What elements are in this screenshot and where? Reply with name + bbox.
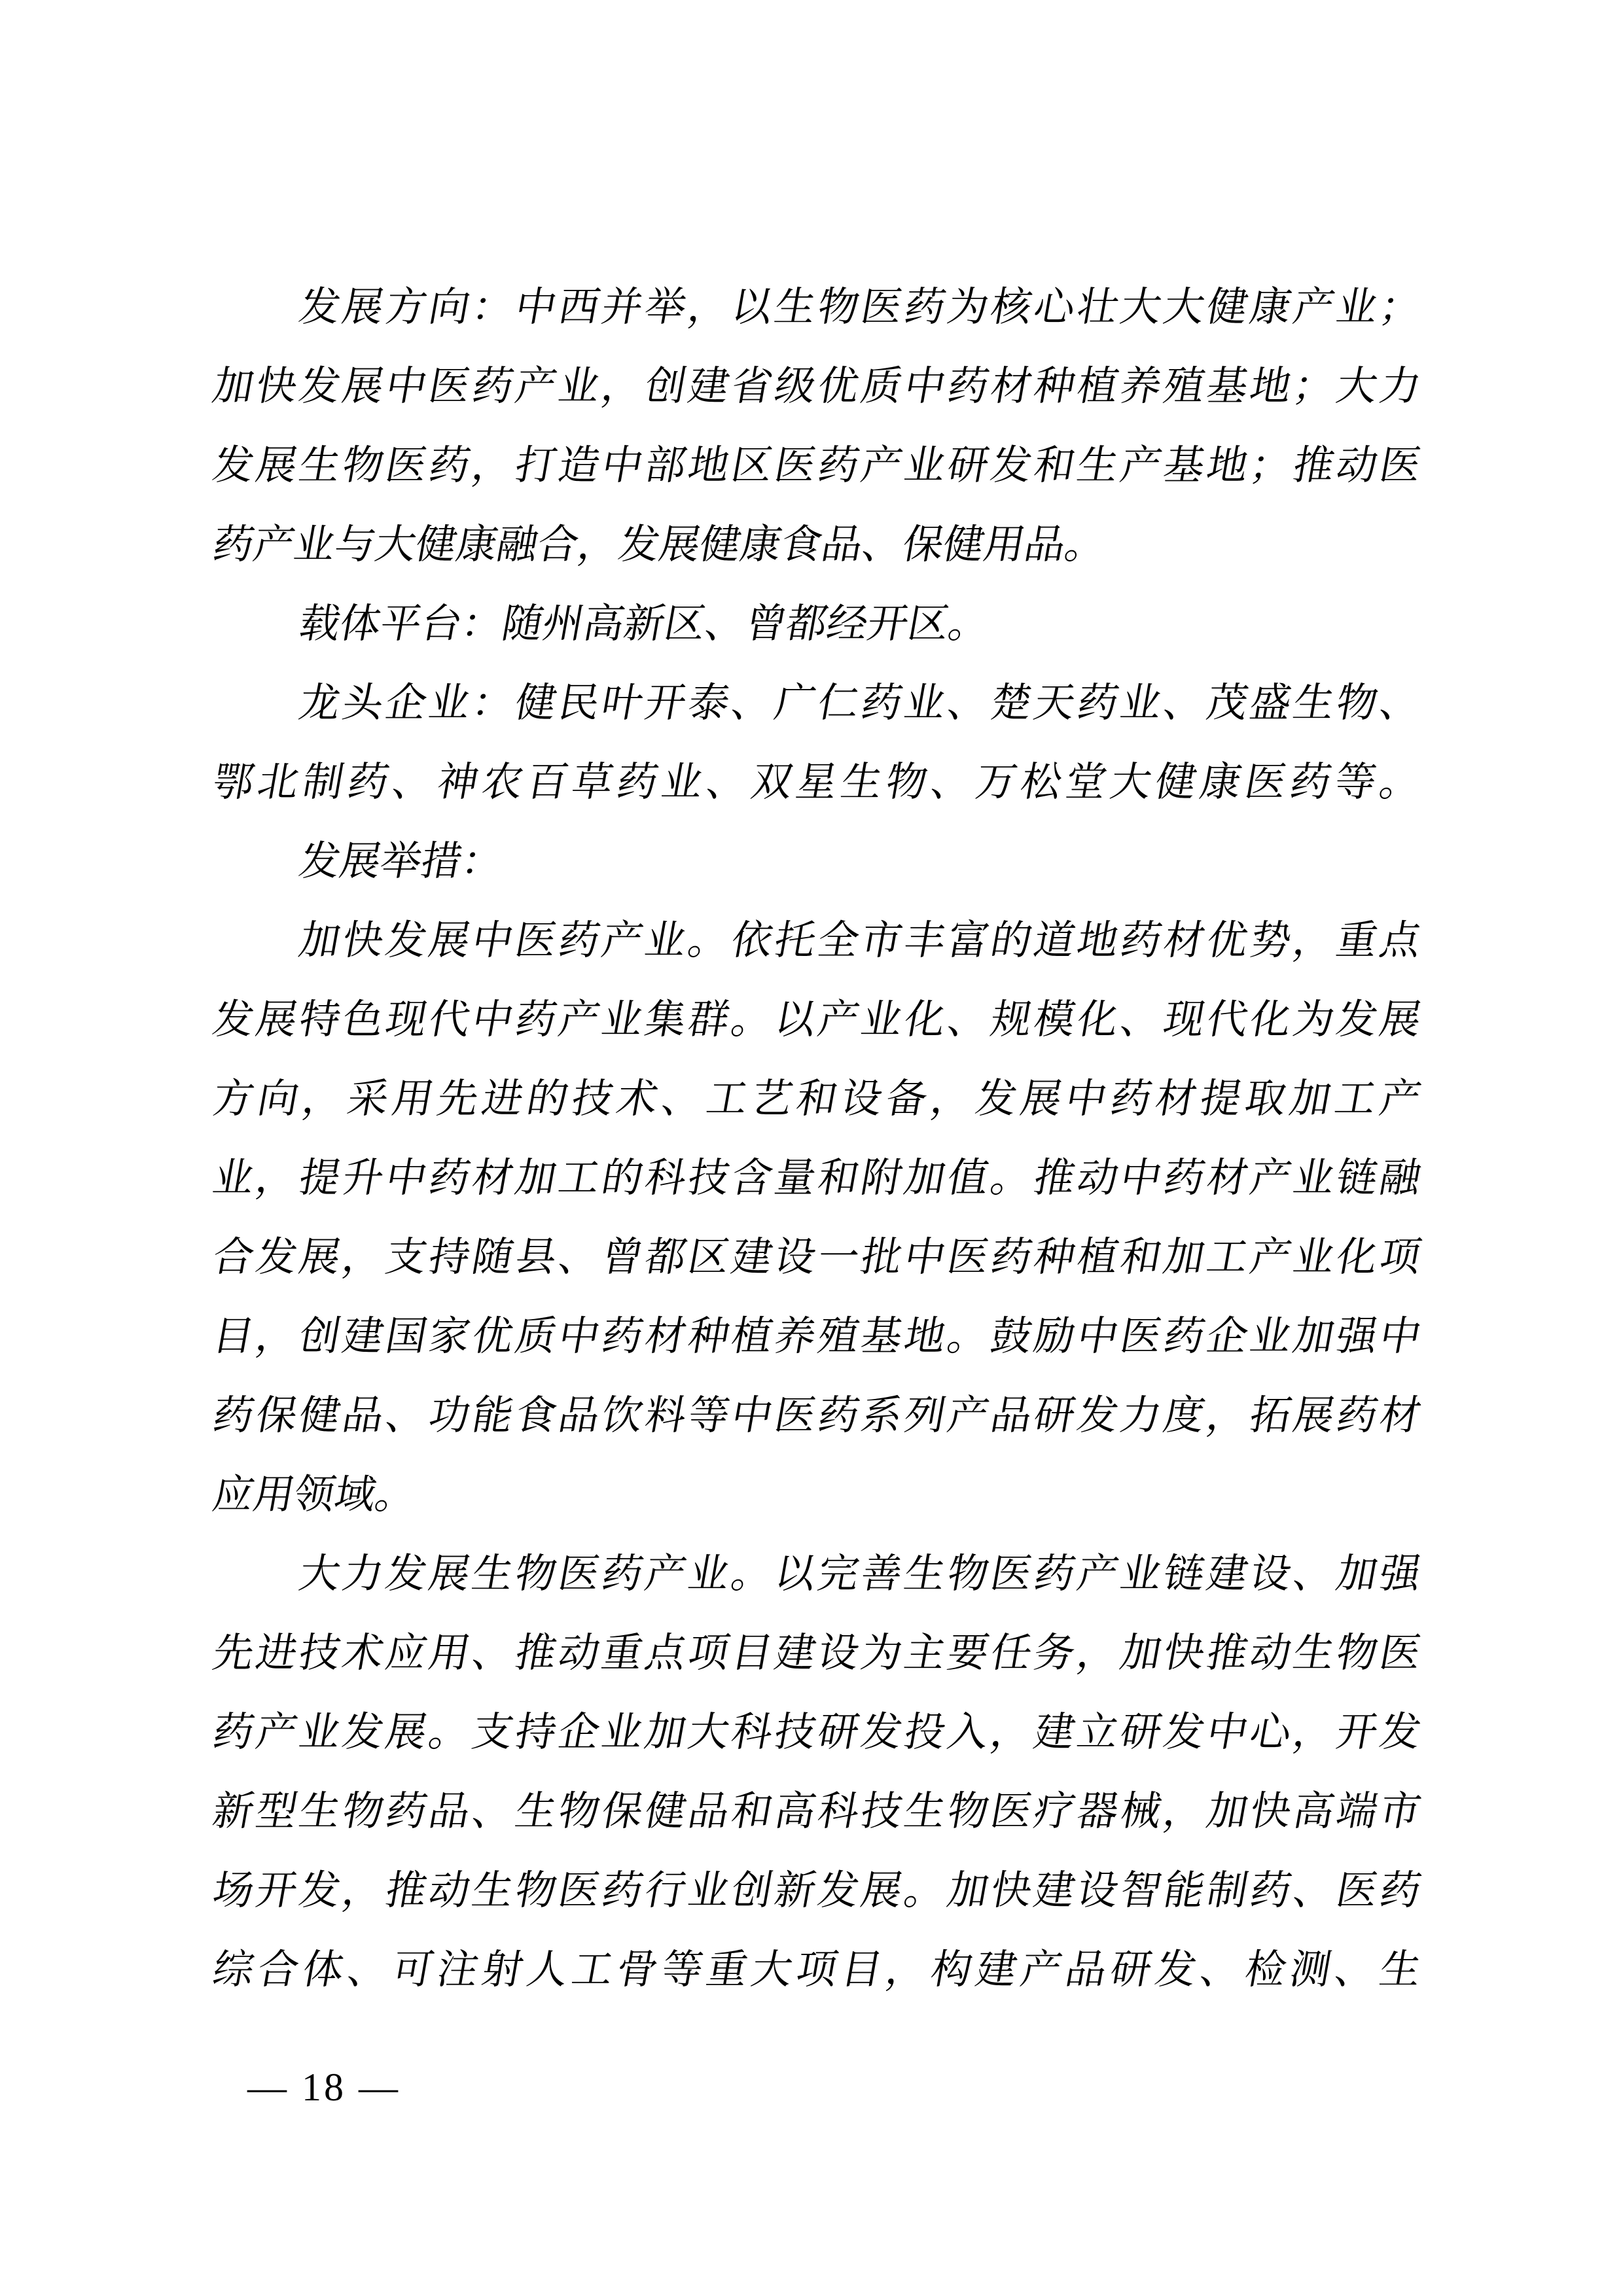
text-line: 场开发，推动生物医药行业创新发展。加快建设智能制药、医药 — [209, 1869, 1425, 1913]
text-line: 大力发展生物医药产业。以完善生物医药产业链建设、加强 — [295, 1552, 1425, 1597]
text-line: 药产业与大健康融合，发展健康食品、保健用品。 — [209, 523, 1110, 567]
text-line: 加快发展中医药产业，创建省级优质中药材种植养殖基地；大力 — [209, 364, 1425, 409]
text-line: 先进技术应用、推动重点项目建设为主要任务，加快推动生物医 — [209, 1631, 1425, 1676]
text-line: 龙头企业：健民叶开泰、广仁药业、楚天药业、茂盛生物、 — [295, 681, 1425, 726]
text-line: 新型生物药品、生物保健品和高科技生物医疗器械，加快高端市 — [209, 1790, 1425, 1834]
text-line: 发展生物医药，打造中部地区医药产业研发和生产基地；推动医 — [209, 444, 1425, 488]
text-line: 药保健品、功能食品饮料等中医药系列产品研发力度，拓展药材 — [209, 1394, 1425, 1438]
text-line: 发展方向：中西并举，以生物医药为核心壮大大健康产业； — [295, 285, 1425, 330]
document-body — [206, 268, 1425, 2010]
page-number: — 18 — — [247, 2066, 401, 2109]
text-line: 鄂北制药、神农百草药业、双星生物、万松堂大健康医药等。 — [209, 760, 1425, 805]
text-line: 发展举措： — [295, 839, 507, 884]
text-line: 业，提升中药材加工的科技含量和附加值。推动中药材产业链融 — [209, 1156, 1425, 1201]
text-line: 应用领域。 — [209, 1473, 420, 1517]
text-line: 方向，采用先进的技术、工艺和设备，发展中药材提取加工产 — [209, 1077, 1425, 1122]
text-line: 药产业发展。支持企业加大科技研发投入，建立研发中心，开发 — [209, 1710, 1425, 1755]
text-line: 加快发展中医药产业。依托全市丰富的道地药材优势，重点 — [295, 919, 1425, 963]
text-line: 载体平台：随州高新区、曾都经开区。 — [295, 602, 993, 646]
text-line: 目，创建国家优质中药材种植养殖基地。鼓励中医药企业加强中 — [209, 1315, 1425, 1359]
text-line: 合发展，支持随县、曾都区建设一批中医药种植和加工产业化项 — [209, 1235, 1425, 1280]
text-line: 发展特色现代中药产业集群。以产业化、规模化、现代化为发展 — [209, 998, 1425, 1042]
text-line: 综合体、可注射人工骨等重大项目，构建产品研发、检测、生 — [209, 1948, 1425, 1992]
